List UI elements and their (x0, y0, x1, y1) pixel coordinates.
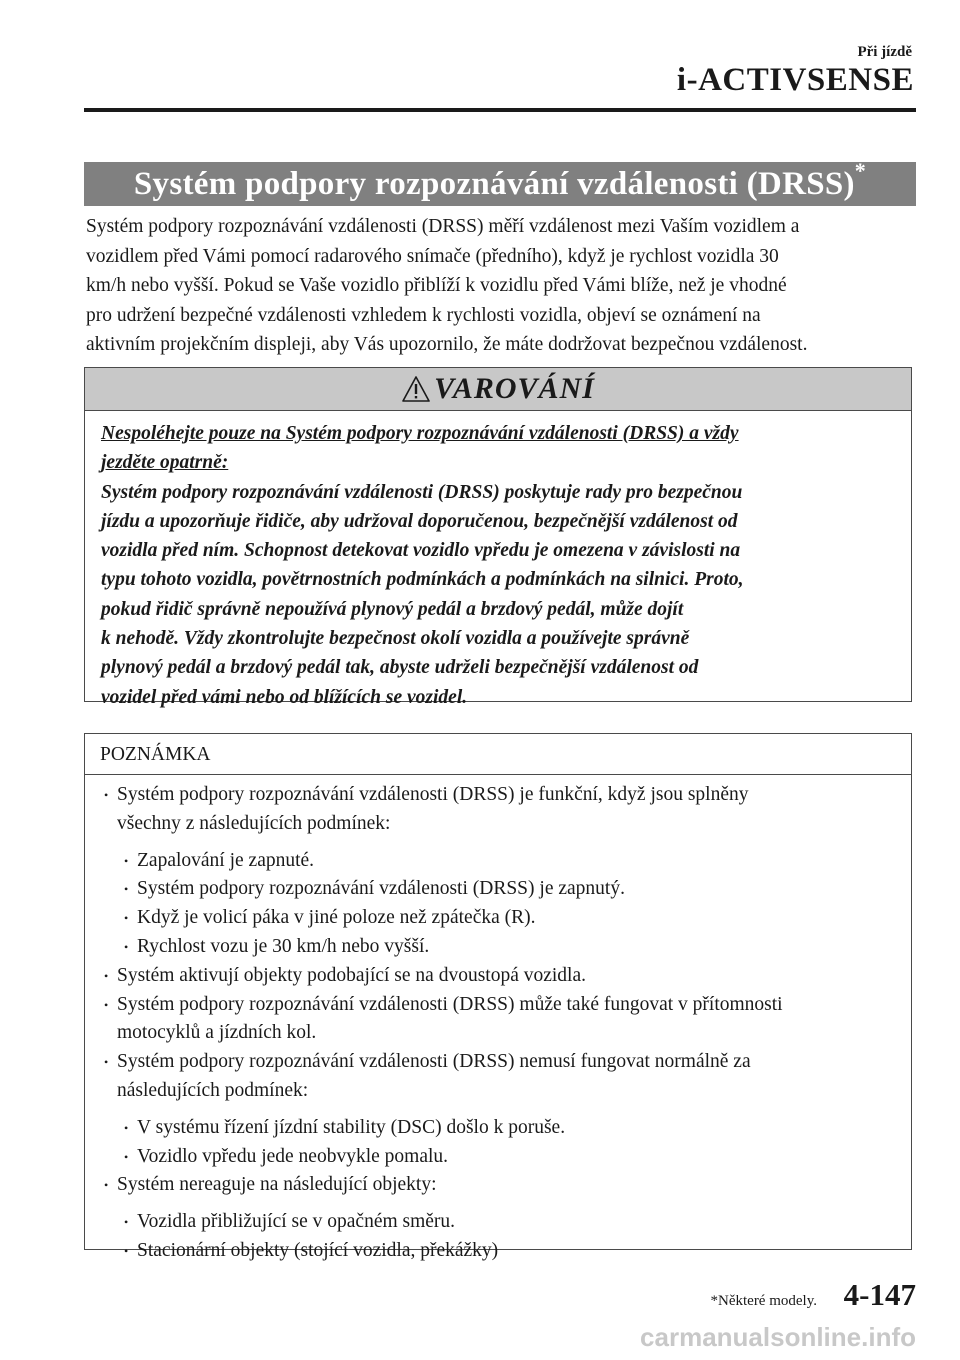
note-body (85, 775, 911, 1266)
warning-text-line: plynový pedál a brzdový pedál tak, abyste udrželi bezpečnější vzdálenost od (101, 657, 699, 679)
note-subitem-text: Stacionární objekty (stojící vozidla, překážky) (137, 1239, 499, 1261)
note-item (85, 1171, 911, 1200)
note-title: POZNÁMKA (85, 734, 911, 775)
warning-text-line: Systém podpory rozpoznávání vzdálenosti (DRSS) poskytuje rady pro bezpečnou (101, 481, 743, 503)
bullet: • (104, 788, 109, 802)
bullet: • (104, 1055, 109, 1070)
note-item-continuation: následujících podmínek: (117, 1079, 309, 1101)
intro-line: vozidlem před Vámi pomocí radarového snímače (předního), když je rychlost vozidla 30 (86, 245, 779, 267)
note-subitem-text: Když je volicí páka v jiné poloze než zpátečka (R). (137, 907, 536, 929)
bullet: • (104, 968, 109, 983)
warning-text-line: pokud řidič správně nepoužívá plynový pedál a brzdový pedál, může dojít (101, 598, 684, 620)
note-item-text: Systém podpory rozpoznávání vzdálenosti (DRSS) je funkční, když jsou splněny (117, 784, 749, 805)
page-title-asterisk: * (854, 158, 867, 183)
bullet: • (124, 1120, 129, 1135)
intro-paragraph (86, 212, 914, 360)
bullet: • (124, 939, 129, 954)
chapter-header: i-ACTIVSENSE (676, 62, 914, 98)
note-item (85, 991, 911, 1020)
warning-text-line: vozidel před vámi nebo od blížících se vozidel. (101, 686, 468, 708)
note-subitem-text: Zapalování je zapnuté. (137, 849, 315, 871)
intro-line: km/h nebo vyšší. Pokud se Vaše vozidlo přiblíží k vozidlu před Vámi blíže, než je vhodné (86, 275, 787, 296)
note-subitem-text: Rychlost vozu je 30 km/h nebo vyšší. (137, 935, 430, 957)
page-title (84, 158, 916, 206)
note-subitem-text: Vozidla přibližující se v opačném směru. (137, 1211, 456, 1233)
note-subitem (85, 1114, 911, 1143)
warning-text-line: k nehodě. Vždy zkontrolujte bezpečnost okolí vozidla a používejte správně (101, 628, 690, 650)
page-title-text: Systém podpory rozpoznávání vzdálenosti (DRSS) (133, 166, 855, 202)
note-item-continuation: motocyklů a jízdních kol. (117, 1022, 317, 1044)
note-subitem (85, 1237, 911, 1266)
intro-line: pro udržení bezpečné vzdálenosti vzhledem k rychlosti vozidla, objeví se oznámení na (86, 304, 761, 326)
note-subitem-text: V systému řízení jízdní stability (DSC) došlo k poruše. (137, 1116, 566, 1138)
warning-text-line: typu tohoto vozidla, povětrnostních podmínkách a podmínkách na silnici. Proto, (101, 569, 744, 591)
bullet: • (124, 1149, 129, 1164)
note-item-text: Systém aktivují objekty podobající se na dvoustopá vozidla. (117, 964, 587, 986)
note-subitem (85, 904, 911, 933)
warning-heading-line: Nespoléhejte pouze na Systém podpory rozpoznávání vzdálenosti (DRSS) a vždy (101, 423, 739, 444)
note-item (85, 1048, 911, 1077)
bullet: • (104, 997, 109, 1012)
section-header: Při jízdě (857, 44, 912, 60)
note-item-text: Systém podpory rozpoznávání vzdálenosti (DRSS) může také fungovat v přítomnosti (117, 993, 783, 1015)
note-item-text: Systém podpory rozpoznávání vzdálenosti (DRSS) nemusí fungovat normálně za (117, 1051, 751, 1073)
warning-box (84, 367, 912, 708)
warning-heading-line: jezděte opatrně: (101, 452, 229, 474)
header-divider (84, 108, 916, 112)
bullet: • (124, 1215, 129, 1230)
note-item (85, 781, 911, 810)
warning-text-line: vozidla před ním. Schopnost detekovat vozidlo vpředu je omezena v závislosti na (101, 540, 741, 562)
watermark: carmanualsonline.info (640, 1322, 916, 1352)
note-subitem (85, 1143, 911, 1172)
bullet: • (124, 911, 129, 926)
warning-title: VAROVÁNÍ (434, 372, 595, 405)
footnote: *Některé modely. (710, 1293, 817, 1309)
warning-header (85, 368, 911, 411)
intro-line: aktivním projekčním displeji, aby Vás upozornilo, že máte dodržovat bezpečnou vzdálenost. (86, 334, 808, 355)
warning-text-line: jízdu a upozorňuje řidiče, aby udržoval doporučenou, bezpečnější vzdálenost od (101, 510, 738, 532)
note-subitem (85, 1208, 911, 1237)
page-number: 4-147 (843, 1277, 916, 1312)
note-subitem-text: Vozidlo vpředu jede neobvykle pomalu. (137, 1145, 449, 1167)
intro-line: Systém podpory rozpoznávání vzdálenosti (DRSS) měří vzdálenost mezi Vaším vozidlem a (86, 216, 800, 237)
bullet: • (104, 1178, 109, 1193)
bullet: • (124, 853, 129, 868)
note-item-text: Systém nereaguje na následující objekty: (117, 1174, 437, 1196)
note-subitem (85, 847, 911, 876)
note-item (85, 962, 911, 991)
note-item-continuation: všechny z následujících podmínek: (117, 812, 391, 834)
bullet: • (124, 1243, 129, 1258)
note-subitem (85, 875, 911, 904)
bullet: • (124, 882, 129, 897)
warning-body (85, 411, 911, 712)
note-box (84, 733, 912, 1261)
note-subitem-text: Systém podpory rozpoznávání vzdálenosti (DRSS) je zapnutý. (137, 878, 625, 900)
warning-triangle-icon (401, 375, 431, 403)
note-subitem (85, 933, 911, 962)
